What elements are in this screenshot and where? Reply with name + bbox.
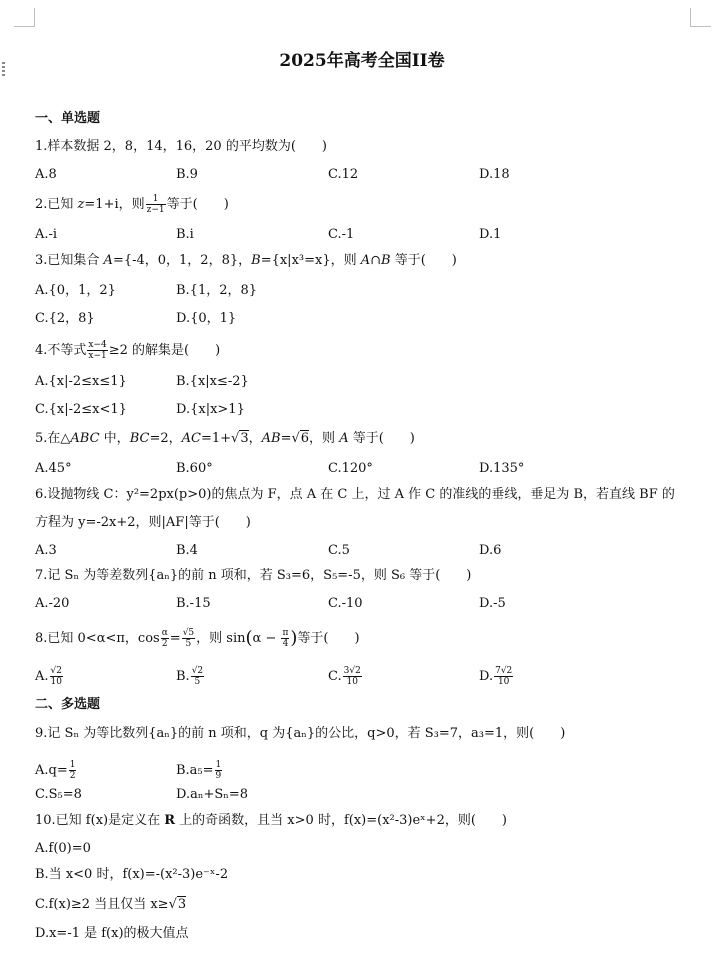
question-7-stem: 7.记 Sₙ 为等差数列{aₙ}的前 n 项和，若 S₃=6，S₅=-5，则 S₆ 等于( ): [35, 568, 472, 583]
q5-t4: ，: [248, 431, 262, 446]
q8-a-num: √2: [50, 666, 62, 676]
q3-intersection: A∩B: [360, 253, 391, 268]
q7-option-a: A.-20: [35, 596, 70, 611]
q6-option-b: B.4: [176, 543, 198, 558]
q2-frac-den: z−1: [146, 205, 165, 215]
q10-option-c: [35, 896, 186, 914]
q8-eq: =: [169, 631, 181, 646]
q3-set-a-def: ={-4，0，1，2，8}，: [112, 253, 252, 268]
q5-radicand-3: 3: [240, 431, 249, 446]
q8-a-label: A.: [35, 669, 49, 684]
q3-option-a: A.{0，1，2}: [35, 283, 116, 298]
q9-a-den: 2: [69, 771, 76, 781]
q3-suffix: 等于( ): [390, 253, 457, 268]
q2-eq: =1+i，则: [84, 197, 145, 212]
question-3-stem: [35, 252, 457, 270]
q8-frac2-den: 5: [185, 639, 192, 649]
q8-frac3-den: 4: [282, 639, 289, 649]
q1-option-c: C.12: [328, 167, 359, 182]
q10-option-a: A.f(0)=0: [35, 841, 91, 856]
q5-t5: =: [280, 431, 292, 446]
q3-set-b-def: ={x|x³=x}，则: [260, 253, 361, 268]
q8-frac3-num: π: [282, 628, 289, 638]
q4-frac-den: x−1: [88, 351, 107, 361]
section-heading-single: 一、单选题: [35, 111, 101, 126]
q5-sqrt-6: √6: [291, 431, 310, 446]
q2-frac-num: 1: [146, 194, 166, 205]
q8-arg: α −: [252, 631, 281, 646]
q5-suffix: 等于( ): [348, 431, 415, 446]
q8-option-a: [35, 666, 64, 687]
q8-b-frac: [191, 666, 204, 687]
q8-paren-close: ): [290, 627, 298, 649]
q4-option-c: C.{x|-2≤x<1}: [35, 402, 127, 417]
q8-frac1-num: α: [161, 628, 168, 638]
q6-option-c: C.5: [328, 543, 350, 558]
q8-c-den: 10: [346, 677, 358, 687]
q4-fraction: [87, 340, 107, 361]
q1-option-d: D.18: [479, 167, 510, 182]
q5-angle-a: A: [339, 431, 349, 446]
question-10-stem: [35, 812, 507, 830]
q5-option-a: A.45°: [35, 461, 72, 476]
q2-option-a: A.-i: [35, 227, 58, 242]
q8-b-label: B.: [176, 669, 190, 684]
q9-option-d: D.aₙ+Sₙ=8: [176, 787, 249, 802]
q4-frac-num: x−4: [88, 340, 107, 350]
q10-option-d: D.x=-1 是 f(x)的极大值点: [35, 926, 189, 941]
question-4-stem: [35, 340, 220, 361]
q10-option-b: B.当 x<0 时，f(x)=-(x²-3)e⁻ˣ-2: [35, 867, 229, 882]
q8-d-frac: [494, 666, 513, 687]
q8-d-den: 10: [497, 677, 510, 687]
question-9-stem: 9.记 Sₙ 为等比数列{aₙ}的前 n 项和，q 为{aₙ}的公比，q>0，若 S₃=7，a₃=1，则( ): [35, 726, 566, 741]
q8-a-den: 10: [50, 677, 62, 687]
q8-mid: ，则 sin: [196, 631, 246, 646]
q9-b-num: 1: [215, 760, 222, 770]
q9-b-frac: [215, 760, 223, 781]
q1-option-a: A.8: [35, 167, 57, 182]
q4-option-a: A.{x|-2≤x≤1}: [35, 374, 127, 389]
q5-triangle: ABC: [70, 431, 100, 446]
q2-prefix: 2.已知: [35, 197, 78, 212]
q8-suffix: 等于( ): [297, 631, 360, 646]
q7-option-d: D.-5: [479, 596, 506, 611]
q10-prefix: 10.已知 f(x)是定义在: [35, 813, 165, 828]
page-title: 2025年高考全国II卷: [279, 51, 445, 71]
q4-prefix: 4.不等式: [35, 343, 87, 358]
q10-c-sqrt: √3: [168, 897, 187, 912]
q9-a-frac: [69, 760, 77, 781]
q5-radicand-6: 6: [300, 431, 310, 446]
q5-sqrt-3: √3: [231, 431, 249, 446]
q8-c-frac: [343, 666, 362, 687]
q2-suffix: 等于( ): [166, 197, 229, 212]
q8-frac-pi: [281, 628, 289, 649]
q3-set-a: A: [103, 253, 113, 268]
q8-option-d: [479, 666, 514, 687]
q1-option-b: B.9: [176, 167, 198, 182]
q2-option-c: C.-1: [328, 227, 355, 242]
q10-c-radicand: 3: [177, 897, 187, 912]
q5-option-c: C.120°: [328, 461, 373, 476]
q6-option-a: A.3: [35, 543, 57, 558]
q9-b-label: B.a₅=: [176, 763, 214, 778]
q8-c-label: C.: [328, 669, 342, 684]
q9-option-c: C.S₅=8: [35, 787, 82, 802]
q8-a-frac: [50, 666, 63, 687]
margin-corner-top-left: [14, 8, 35, 27]
question-6-stem-line-2: 方程为 y=-2x+2，则|AF|等于( ): [35, 515, 251, 530]
q5-side-bc: BC: [129, 431, 150, 446]
margin-corner-top-right: [690, 8, 711, 27]
q4-option-d: D.{x|x>1}: [176, 402, 245, 417]
q2-option-b: B.i: [176, 227, 194, 242]
q8-b-num: √2: [191, 666, 204, 676]
q2-option-d: D.1: [479, 227, 502, 242]
q9-option-a: [35, 760, 77, 781]
q10-reals: R: [164, 813, 176, 828]
q5-side-ac: AC: [181, 431, 201, 446]
question-8-stem: [35, 628, 360, 649]
q4-option-b: B.{x|x≤-2}: [176, 374, 249, 389]
q7-option-c: C.-10: [328, 596, 363, 611]
q3-prefix: 3.已知集合: [35, 253, 104, 268]
q8-c-num: 3√2: [343, 666, 361, 676]
q8-option-b: [176, 666, 205, 687]
q5-side-ab: AB: [261, 431, 281, 446]
question-5-stem: [35, 430, 415, 448]
q3-set-b: B: [251, 253, 261, 268]
q8-paren-open: (: [245, 627, 253, 649]
question-2-stem: [35, 194, 229, 215]
q8-frac-root5: [182, 628, 195, 649]
q9-a-label: A.q=: [35, 763, 68, 778]
q3-option-d: D.{0，1}: [176, 311, 237, 326]
q3-option-c: C.{2，8}: [35, 311, 95, 326]
q3-option-b: B.{1，2，8}: [176, 283, 258, 298]
q5-t1: 中，: [99, 431, 130, 446]
q5-option-b: B.60°: [176, 461, 213, 476]
q8-frac1-den: 2: [161, 639, 168, 649]
q10-c-text: C.f(x)≥2 当且仅当 x≥: [35, 897, 169, 912]
q8-d-label: D.: [479, 669, 494, 684]
q8-d-num: 7√2: [495, 666, 513, 676]
q5-prefix: 5.在△: [35, 431, 71, 446]
q10-suffix: 上的奇函数，且当 x>0 时，f(x)=(x²-3)eˣ+2，则( ): [175, 813, 507, 828]
q5-t2: =2，: [149, 431, 182, 446]
question-6-stem-line-1: 6.设抛物线 C：y²=2px(p>0)的焦点为 F，点 A 在 C 上，过 A 作 C 的准线的垂线，垂足为 B，若直线 BF 的: [35, 487, 675, 502]
q4-suffix: ≥2 的解集是( ): [108, 343, 221, 358]
q2-fraction: [146, 194, 166, 215]
q2-var-z: z: [77, 197, 85, 212]
q6-option-d: D.6: [479, 543, 502, 558]
q8-frac2-num: √5: [182, 628, 195, 638]
q8-b-den: 5: [194, 677, 201, 687]
question-1-stem: 1.样本数据 2，8，14，16，20 的平均数为( ): [35, 139, 327, 154]
q5-option-d: D.135°: [479, 461, 525, 476]
section-heading-multi: 二、多选题: [35, 697, 101, 712]
q9-b-den: 9: [215, 771, 222, 781]
q5-t3: =1+: [200, 431, 232, 446]
q9-option-b: [176, 760, 223, 781]
q5-t6: ，则: [309, 431, 340, 446]
q8-frac-alpha: [161, 628, 169, 649]
q8-prefix: 8.已知 0<α<π，cos: [35, 631, 160, 646]
q8-option-c: [328, 666, 363, 687]
q7-option-b: B.-15: [176, 596, 211, 611]
q9-a-num: 1: [69, 760, 76, 770]
